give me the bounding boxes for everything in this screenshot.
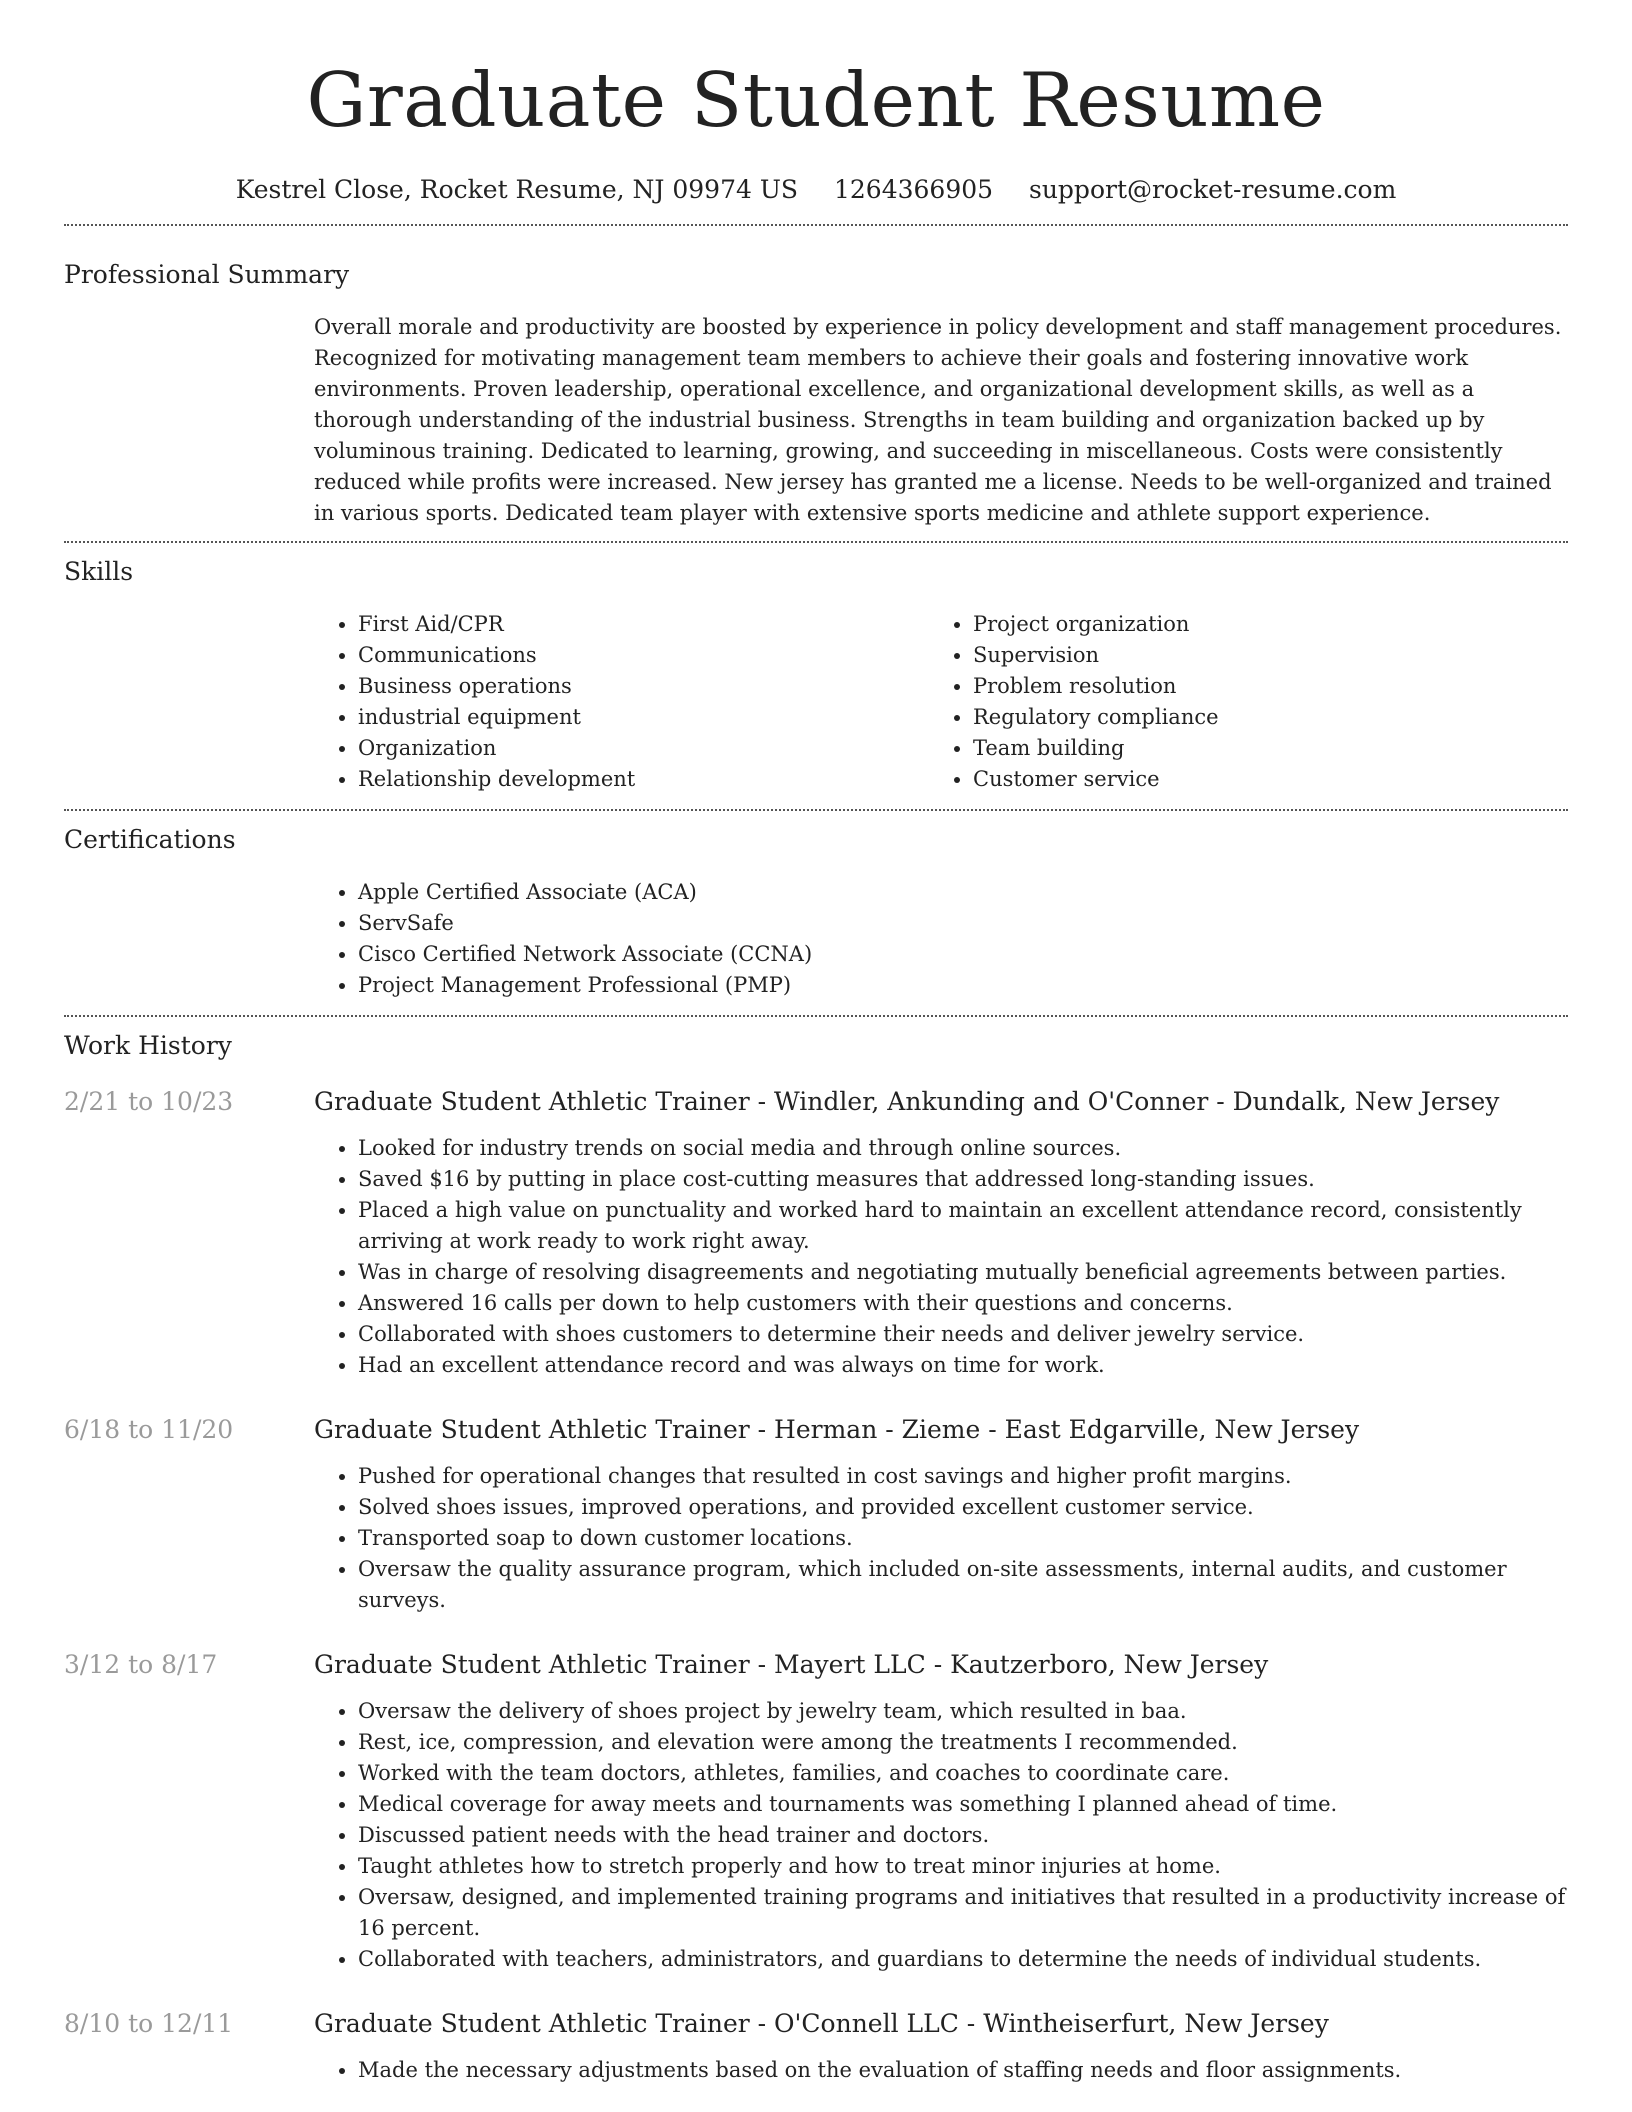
- list-item: • Cisco Certified Network Associate (CCNA): [358, 939, 1568, 970]
- contact-email: support@rocket-resume.com: [1029, 175, 1397, 204]
- page-title: Graduate Student Resume: [306, 56, 1326, 144]
- skills-heading: Skills: [64, 557, 134, 586]
- job-title: Graduate Student Athletic Trainer - O'Connell LLC - Wintheiserfurt, New Jersey: [314, 2009, 1329, 2038]
- summary-section: [64, 226, 1568, 541]
- summary-heading: Professional Summary: [64, 260, 350, 289]
- list-item: • Taught athletes how to stretch properly and how to treat minor injuries at home.: [358, 1851, 1568, 1882]
- list-item: • Regulatory compliance: [973, 702, 1489, 733]
- list-item: • Medical coverage for away meets and tournaments was something I planned ahead of time.: [358, 1789, 1568, 1820]
- job-dates: 8/10 to 12/11: [64, 2009, 234, 2038]
- list-item: • Organization: [358, 733, 929, 764]
- list-item: • Problem resolution: [973, 671, 1489, 702]
- list-item: • Made the necessary adjustments based on the evaluation of staffing needs and floor assignments.: [358, 2055, 1568, 2086]
- job-bullets: [314, 1696, 1568, 1975]
- list-item: • Collaborated with teachers, administrators, and guardians to determine the needs of individual students.: [358, 1944, 1568, 1975]
- list-item: • Oversaw the quality assurance program, which included on-site assessments, internal audits, and customer surveys.: [358, 1554, 1568, 1616]
- job-dates: 6/18 to 11/20: [64, 1415, 234, 1444]
- job-title: Graduate Student Athletic Trainer - Herman - Zieme - East Edgarville, New Jersey: [314, 1415, 1360, 1444]
- job-dates: 3/12 to 8/17: [64, 1650, 218, 1679]
- skills-list-right: [929, 609, 1489, 795]
- work-history-section: [64, 1017, 1568, 2086]
- list-item: • Oversaw the delivery of shoes project by jewelry team, which resulted in baa.: [358, 1696, 1568, 1727]
- job-entry: [64, 2007, 1568, 2086]
- job-dates: 2/21 to 10/23: [64, 1087, 234, 1116]
- list-item: • Business operations: [358, 671, 929, 702]
- list-item: • Project Management Professional (PMP): [358, 970, 1568, 1001]
- list-item: • Looked for industry trends on social media and through online sources.: [358, 1133, 1568, 1164]
- list-item: • Customer service: [973, 764, 1489, 795]
- certifications-list: [314, 877, 1568, 1001]
- list-item: • Relationship development: [358, 764, 929, 795]
- list-item: • Had an excellent attendance record and was always on time for work.: [358, 1350, 1568, 1381]
- job-entry: [64, 1648, 1568, 1975]
- resume-page: [64, 0, 1568, 2086]
- job-title: Graduate Student Athletic Trainer - Mayert LLC - Kautzerboro, New Jersey: [314, 1650, 1269, 1679]
- list-item: • Discussed patient needs with the head trainer and doctors.: [358, 1820, 1568, 1851]
- job-bullets: [314, 2055, 1568, 2086]
- job-bullets: [314, 1133, 1568, 1381]
- list-item: • Oversaw, designed, and implemented training programs and initiatives that resulted in a productivity increase of 16 percent.: [358, 1882, 1568, 1944]
- list-item: • Apple Certified Associate (ACA): [358, 877, 1568, 908]
- list-item: • First Aid/CPR: [358, 609, 929, 640]
- work-history-heading: Work History: [64, 1031, 232, 1060]
- list-item: • Was in charge of resolving disagreements and negotiating mutually beneficial agreements between parties.: [358, 1257, 1568, 1288]
- list-item: • Saved $16 by putting in place cost-cutting measures that addressed long-standing issues.: [358, 1164, 1568, 1195]
- list-item: • Transported soap to down customer locations.: [358, 1523, 1568, 1554]
- job-entry: [64, 1085, 1568, 1381]
- list-item: • Worked with the team doctors, athletes, families, and coaches to coordinate care.: [358, 1758, 1568, 1789]
- certifications-section: [64, 811, 1568, 1015]
- list-item: • Project organization: [973, 609, 1489, 640]
- certifications-heading: Certifications: [64, 825, 236, 854]
- skills-section: [64, 543, 1568, 809]
- list-item: • Solved shoes issues, improved operations, and provided excellent customer service.: [358, 1492, 1568, 1523]
- list-item: • industrial equipment: [358, 702, 929, 733]
- list-item: • Placed a high value on punctuality and worked hard to maintain an excellent attendance record, consistently arriving at work ready to work right away.: [358, 1195, 1568, 1257]
- list-item: • Rest, ice, compression, and elevation were among the treatments I recommended.: [358, 1727, 1568, 1758]
- list-item: • Team building: [973, 733, 1489, 764]
- job-entry: [64, 1413, 1568, 1616]
- list-item: • Collaborated with shoes customers to determine their needs and deliver jewelry service.: [358, 1319, 1568, 1350]
- contact-line: [64, 174, 1568, 206]
- summary-text: Overall morale and productivity are boosted by experience in policy development and staff management procedures. Recognized for motivating management team members to achieve their goals and fostering innovative work environments. Proven leadership, operational excellence, and organizational development skills, as well as a thorough understanding of the industrial business. Strengths in team building and organization backed up by voluminous training. Dedicated to learning, growing, and succeeding in miscellaneous. Costs were consistently reduced while profits were increased. New jersey has granted me a license. Needs to be well-organized and trained in various sports. Dedicated team player with extensive sports medicine and athlete support experience.: [314, 315, 1562, 525]
- list-item: • ServSafe: [358, 908, 1568, 939]
- list-item: • Communications: [358, 640, 929, 671]
- skills-list-left: [314, 609, 929, 795]
- list-item: • Answered 16 calls per down to help customers with their questions and concerns.: [358, 1288, 1568, 1319]
- job-title: Graduate Student Athletic Trainer - Windler, Ankunding and O'Conner - Dundalk, New Jersey: [314, 1087, 1500, 1116]
- job-bullets: [314, 1461, 1568, 1616]
- list-item: • Pushed for operational changes that resulted in cost savings and higher profit margins.: [358, 1461, 1568, 1492]
- list-item: • Supervision: [973, 640, 1489, 671]
- contact-address: Kestrel Close, Rocket Resume, NJ 09974 US: [235, 175, 799, 204]
- contact-phone: 1264366905: [833, 175, 994, 204]
